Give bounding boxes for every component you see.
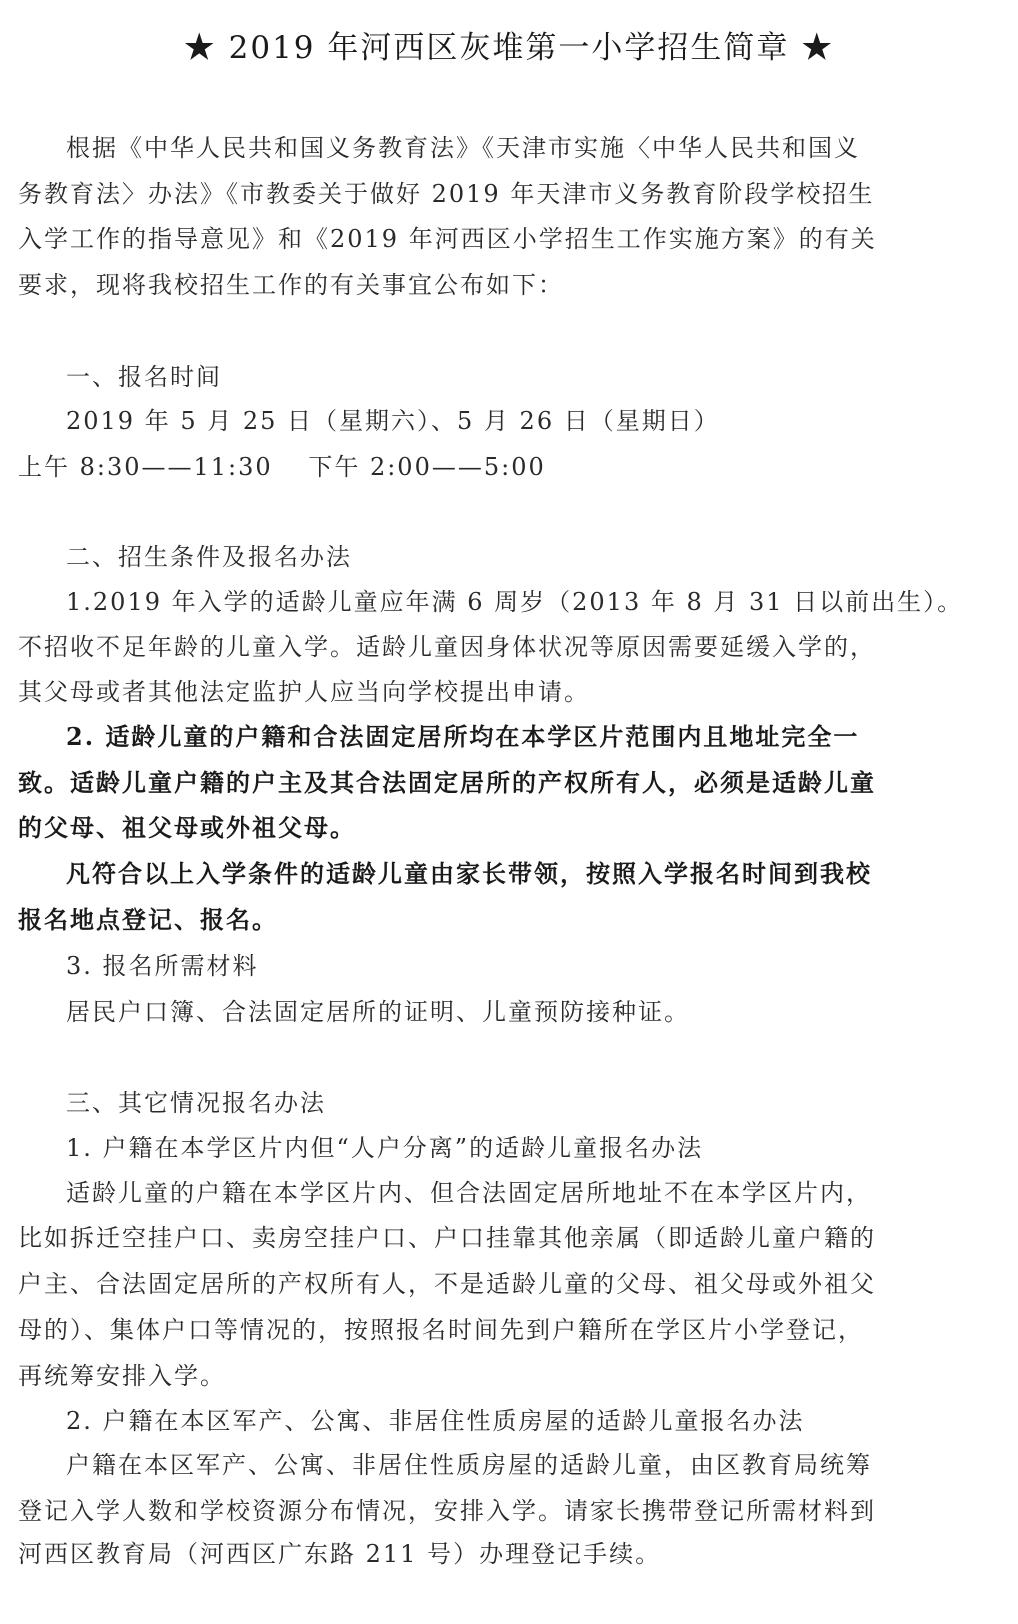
text-line: 务教育法〉办法》《市教委关于做好 2019 年天津市义务教育阶段学校招生 xyxy=(18,180,875,208)
section-heading: 一、报名时间 xyxy=(66,363,222,391)
text-line: 1. 户籍在本学区片内但“人户分离”的适龄儿童报名办法 xyxy=(66,1134,704,1162)
text-line: 不招收不足年龄的儿童入学。适龄儿童因身体状况等原因需要延缓入学的， xyxy=(18,633,876,661)
text-line: 报名地点登记、报名。 xyxy=(18,905,278,934)
text-line: 致。适龄儿童户籍的户主及其合法固定居所的产权所有人，必须是适龄儿童 xyxy=(18,768,876,797)
section-heading: 三、其它情况报名办法 xyxy=(66,1089,326,1117)
text-line: 1.2019 年入学的适龄儿童应年满 6 周岁（2013 年 8 月 31 日以前出生）。 xyxy=(66,588,964,616)
text-line: 的父母、祖父母或外祖父母。 xyxy=(18,813,356,842)
text-line: 居民户口簿、合法固定居所的证明、儿童预防接种证。 xyxy=(66,998,690,1026)
text-line: 河西区教育局（河西区广东路 211 号）办理登记手续。 xyxy=(18,1540,662,1568)
text-line: 户主、合法固定居所的产权所有人，不是适龄儿童的父母、祖父母或外祖父 xyxy=(18,1270,876,1298)
text-line: 根据《中华人民共和国义务教育法》《天津市实施〈中华人民共和国义 xyxy=(66,134,860,162)
text-line: 户籍在本区军产、公寓、非居住性质房屋的适龄儿童，由区教育局统筹 xyxy=(66,1451,872,1479)
text-line: 再统筹安排入学。 xyxy=(18,1362,226,1390)
text-line: 凡符合以上入学条件的适龄儿童由家长带领，按照入学报名时间到我校 xyxy=(66,859,872,888)
text-line: 3. 报名所需材料 xyxy=(66,952,259,980)
text-line: 2019 年 5 月 25 日（星期六）、5 月 26 日（星期日） xyxy=(66,407,720,435)
text-line: 母的）、集体户口等情况的，按照报名时间先到户籍所在学区片小学登记， xyxy=(18,1316,864,1344)
section-heading: 二、招生条件及报名办法 xyxy=(66,543,352,571)
text-line: 2. 户籍在本区军产、公寓、非居住性质房屋的适龄儿童报名办法 xyxy=(66,1407,805,1435)
text-line: 登记入学人数和学校资源分布情况，安排入学。请家长携带登记所需材料到 xyxy=(18,1497,876,1525)
text-line: 要求，现将我校招生工作的有关事宜公布如下： xyxy=(18,271,564,299)
text-line: 上午 8:30——11:30 下午 2:00——5:00 xyxy=(18,453,546,481)
document-title: ★ 2019 年河西区灰堆第一小学招生简章 ★ xyxy=(183,30,835,66)
text-line: 其父母或者其他法定监护人应当向学校提出申请。 xyxy=(18,678,590,706)
text-line: 2. 适龄儿童的户籍和合法固定居所均在本学区片范围内且地址完全一 xyxy=(66,722,860,751)
text-line: 入学工作的指导意见》和《2019 年河西区小学招生工作实施方案》的有关 xyxy=(18,225,877,253)
text-line: 比如拆迁空挂户口、卖房空挂户口、户口挂靠其他亲属（即适龄儿童户籍的 xyxy=(18,1224,876,1252)
text-line: 适龄儿童的户籍在本学区片内、但合法固定居所地址不在本学区片内， xyxy=(66,1179,872,1207)
